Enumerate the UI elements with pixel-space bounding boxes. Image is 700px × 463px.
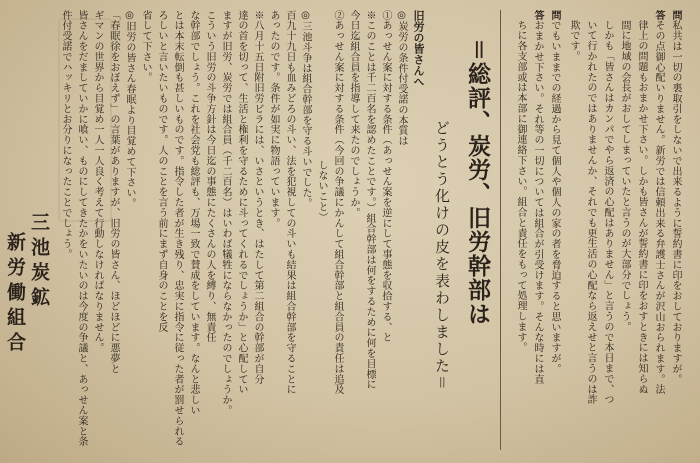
qa-line-5: しかも「皆さんはカンパでやら返済の心配はありません」と言うので本日まで、つ (602, 20, 613, 405)
signature-org-line-2: 新労働組合 (4, 232, 26, 357)
body-line-14: な幹部でしょう。これを社会党も総評も、万場一致で賛成をしています。なんと悲しい (188, 10, 199, 416)
qa-line-10: ちに各支部或は本部に御連絡下さい。組合と責任をもって処理します。 (515, 20, 526, 353)
qa-line-4: 間に地域の会長がおしてしまっていたと言うのが大部分でしょう。 (619, 20, 630, 332)
body-line-15: とは本末転倒も甚しいものです。指令した者が生き残り、忠実に指令に従った者が罰せられる (172, 10, 183, 447)
body-line-20: ギマンの世界から目覚め一人一人良く考えて行動しなければなりません。 (92, 10, 103, 354)
qa-line-6: いて行かれたのではありませんか、それでも更生活の心配なら返えせと言うのは詐 (585, 20, 596, 405)
qa-line-7: 欺です。 (568, 20, 579, 62)
body-heading: 旧労の皆さんへ (412, 10, 425, 87)
body-line-4: 今日迄組合員を指導して来たのでしょうか。 (348, 10, 359, 218)
headline-title: ＝総評、炭労、旧労幹部は (464, 38, 491, 326)
body-line-7: ◎三池斗争は組合幹部を守る斗いでした。 (300, 10, 311, 209)
body-line-3: ※このことは千二百名を認めたことです。）組合幹部は何をするために何を目標に (364, 10, 375, 390)
body-line-6: しないこと） (316, 160, 327, 223)
body-line-10: ※八月十五日附旧労ビラには、いさというとき、はたして第二組合の幹部が自分 (252, 10, 263, 385)
body-line-2: ①あっせん案に対する条件（あっせん案を逆にして事態を収拾する、と (380, 10, 391, 343)
divider-rule (500, 10, 501, 450)
qa-line-2: 答その点御心配いりません。新労では信頼出来る弁護士さんが沢山おられます。法 (653, 10, 664, 395)
qa-line-1: 問私共は一切の裏取引をしないで出来るように誓約書に印をおしておりますが。 (670, 10, 681, 385)
body-line-11: 達の首を切って、生活と権利を守るために斗ってくれるでしょうか」と心配してい (236, 10, 247, 395)
headline-subtitle: どうとう化けの皮を表わしました＝ (433, 120, 451, 392)
body-line-9: あったのです。条件が如実に物語っています。 (268, 10, 279, 229)
body-line-22: 件付受諾でハッキリとお分りになったことでしょう。 (60, 10, 71, 260)
body-line-17: 省して下さい。 (140, 10, 151, 83)
signature-org-line-1: 三池炭鉱 (28, 212, 50, 312)
body-line-16: ろしいと言いたいものです。人のことを言う前にまず自身のことを反 (156, 10, 167, 333)
qa-line-3: 律上の問題もおまかせ下さい。しかも皆さんが誓約書に印をおすときには知らぬ (636, 20, 647, 395)
body-line-8: 百九十九日も血みどろの斗い、法を犯視しての斗いも結果は組合幹部を守ることに (284, 10, 295, 395)
body-line-1: ◎炭労の条件付受諾の本質は (396, 10, 407, 147)
body-line-21: 皆さんをだましていかに喰い、ものにしてきたかをいたいのは今度の争議と、あっせん案と条 (76, 10, 87, 447)
body-line-19: 「春眠徐をおぼえず」の言葉がありますが、旧労の皆さん、ほどほどに悪夢と (108, 10, 119, 374)
body-line-18: ◎旧労の皆さん春眠より目覚めて下さい。 (124, 10, 135, 209)
body-line-12: ますが旧労、炭労では組合員（千二百名）はいわば犠牲にならなかったのでしょうか。 (220, 10, 231, 416)
body-line-13: こういう旧労の斗争方針は今日迄の事態にたくさんの人を縛り、無責任 (204, 10, 215, 343)
qa-line-9: 答おまかせ下さい。それ等の一切については組合が引受けます。そんな時には直 (532, 10, 543, 385)
qa-line-8: 問でもいままでの経過から見て個人や個人の家の者を脅迫すると思いますが。 (549, 10, 560, 375)
body-line-5: ②あっせん案に対する条件（今回の争議にかんして組合幹部と組合員の責任は追及 (332, 10, 343, 395)
